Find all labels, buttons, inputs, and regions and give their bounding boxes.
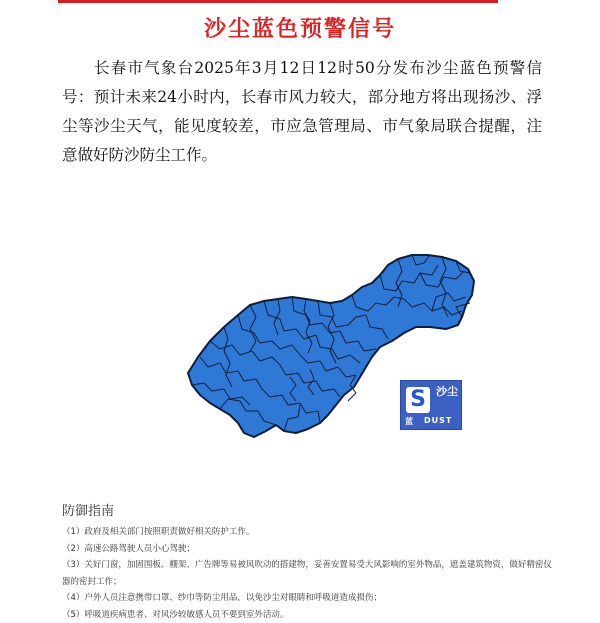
- badge-level-label: 蓝: [405, 416, 413, 427]
- badge-chinese-label: 沙尘: [435, 385, 459, 398]
- guide-item: （4）户外人员注意携带口罩、纱巾等防尘用品，以免沙尘对眼睛和呼吸道造成损伤；: [62, 590, 552, 607]
- page-title: 沙尘蓝色预警信号: [0, 12, 600, 43]
- badge-english-label: DUST: [424, 416, 452, 425]
- guide-item: （2）高速公路驾驶人员小心驾驶；: [62, 541, 552, 558]
- guide-item: （5）呼吸道疾病患者、对风沙较敏感人员不要到室外活动。: [62, 607, 552, 623]
- top-red-rule: [58, 0, 498, 3]
- guide-item: （1）政府及相关部门按照职责做好相关防护工作。: [62, 524, 552, 541]
- guide-heading: 防御指南: [62, 500, 114, 519]
- dust-warning-badge: [400, 380, 462, 430]
- badge-letter: S: [406, 387, 430, 413]
- guide-list: [62, 524, 552, 623]
- guide-item: （3）关好门窗，加固围板、棚架、广告牌等易被风吹动的搭建物，妥善安置易受大风影响的室外物品，遮盖建筑物资，做好精密仪器的密封工作；: [62, 557, 552, 590]
- warning-body-text: 长春市气象台2025年3月12日12时50分发布沙尘蓝色预警信号：预计未来24小时内，长春市风力较大，部分地方将出现扬沙、浮尘等沙尘天气，能见度较差，市应急管理局、市气象局联合提醒，注意做好防沙防尘工作。: [62, 54, 542, 170]
